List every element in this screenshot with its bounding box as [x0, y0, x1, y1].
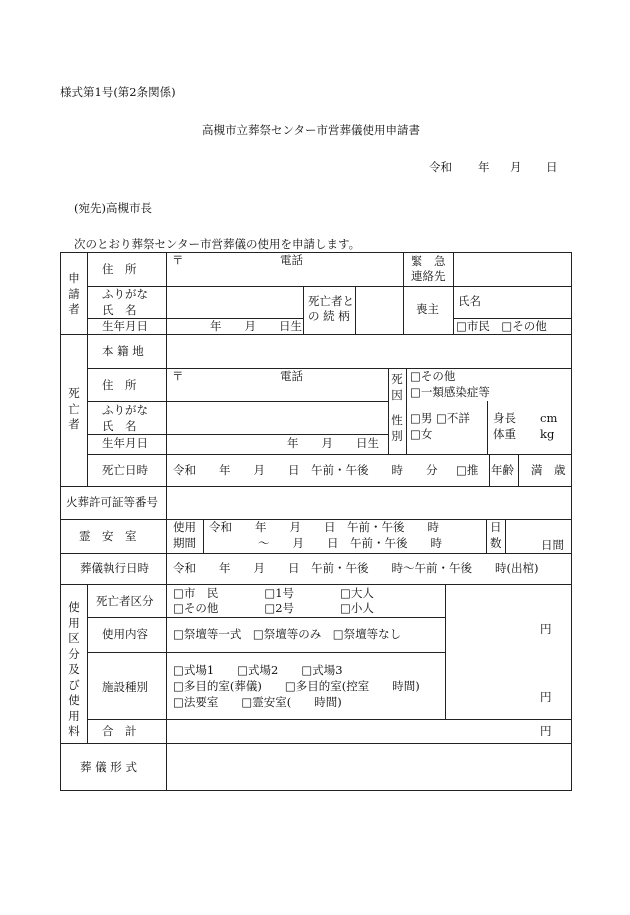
facility-type-label: 施設種別 [102, 680, 148, 694]
total-yen: 円 [540, 724, 552, 738]
applicant-postal-mark: 〒 [172, 253, 184, 267]
age-label: 年齢 [491, 463, 514, 477]
fee-amount-field[interactable] [447, 586, 570, 717]
deceased-category-label: 死亡者区分 [96, 594, 154, 608]
relation-field[interactable] [357, 288, 401, 332]
domicile-label: 本 籍 地 [102, 344, 144, 358]
total-label: 合 計 [102, 724, 137, 738]
presumed-checkbox[interactable]: □推 [456, 463, 479, 477]
emergency-contact-field[interactable] [455, 254, 570, 284]
emergency-contact-label-2: 連絡先 [411, 269, 446, 283]
fees-section-label: 使 用 区 分 及 び 使 用 料 [68, 600, 80, 739]
applicant-phone-label: 電話 [280, 253, 303, 267]
usage-content-label: 使用内容 [102, 627, 148, 641]
deceased-phone-label: 電話 [280, 369, 303, 383]
days-label-1: 日 [490, 520, 502, 534]
sex-checkboxes-2[interactable]: □女 [410, 427, 433, 441]
funeral-time-value: 令和 年 月 日 午前・午後 時～午前・午後 時(出棺) [173, 561, 539, 575]
total-amount-field[interactable] [168, 721, 528, 741]
facility-checkboxes-3[interactable]: □法要室 □霊安室( 時間) [173, 695, 342, 709]
facility-checkboxes-2[interactable]: □多目的室(葬儀) □多目的室(控室 時間) [173, 679, 420, 693]
fee-yen-2: 円 [540, 690, 552, 704]
period-label-1: 使用 [173, 520, 196, 534]
date-era: 令和 [429, 160, 452, 174]
death-datetime-value: 令和 年 月 日 午前・午後 時 分 [173, 463, 438, 477]
cremation-permit-field[interactable] [168, 488, 570, 517]
fee-yen-1: 円 [540, 622, 552, 636]
applicant-birth-date: 年 月 日生 [210, 319, 302, 333]
period-from: 令和 年 月 日 午前・午後 時 [209, 520, 439, 534]
applicant-name-field[interactable] [168, 288, 301, 316]
domicile-field[interactable] [168, 336, 570, 366]
deceased-birth-date: 年 月 日生 [287, 436, 379, 450]
weight-label: 体重 [493, 427, 516, 441]
chief-mourner-name-label: 氏名 [458, 294, 481, 308]
period-label-2: 期間 [173, 536, 196, 550]
citizen-checkboxes[interactable]: □市民 □その他 [456, 319, 547, 333]
form-number: 様式第1号(第2条関係) [60, 85, 176, 99]
funeral-form-field[interactable] [168, 745, 570, 789]
applicant-birth-label: 生年月日 [102, 319, 148, 333]
relation-label-1: 死亡者と [308, 294, 354, 308]
applicant-address-label: 住 所 [102, 262, 137, 276]
death-datetime-label: 死亡日時 [102, 463, 148, 477]
deceased-name-field[interactable] [168, 403, 386, 432]
emergency-contact-label-1: 緊 急 [411, 254, 446, 268]
age-unit: 満 歳 [531, 463, 566, 477]
date-year: 年 [478, 160, 490, 174]
applicant-name-label: 氏 名 [102, 303, 137, 317]
period-to: ～ 月 日 午前・午後 時 [258, 536, 442, 550]
cause-infectious-checkbox[interactable]: □一類感染症等 [410, 385, 490, 399]
height-label: 身長 [493, 411, 516, 425]
date-day: 日 [546, 160, 558, 174]
sex-label: 性 別 [391, 413, 403, 443]
page-title: 高槻市立葬祭センター市営葬儀使用申請書 [202, 123, 421, 137]
days-unit: 日間 [541, 538, 564, 552]
applicant-furigana-label: ふりがな [102, 287, 148, 301]
deceased-address-label: 住 所 [102, 378, 137, 392]
sex-checkboxes-1[interactable]: □男 □不詳 [410, 411, 470, 425]
applicant-section-label: 申 請 者 [68, 271, 80, 317]
date-month: 月 [510, 160, 522, 174]
cause-other-checkbox[interactable]: □その他 [410, 369, 456, 383]
cause-of-death-label: 死 因 [391, 372, 403, 402]
addressee: (宛先)高槻市長 [74, 201, 152, 215]
chief-mourner-label: 喪主 [416, 302, 439, 316]
deceased-birth-label: 生年月日 [102, 436, 148, 450]
funeral-time-label: 葬儀執行日時 [80, 561, 149, 575]
deceased-name-label: 氏 名 [102, 419, 137, 433]
relation-label-2: の 続 柄 [308, 309, 350, 323]
height-unit: cm [540, 411, 558, 425]
deceased-furigana-label: ふりがな [102, 403, 148, 417]
mortuary-label: 霊 安 室 [79, 529, 137, 543]
days-label-2: 数 [490, 536, 502, 550]
funeral-form-label: 葬 儀 形 式 [80, 760, 137, 774]
category-checkboxes-2[interactable]: □その他 □2号 □小人 [173, 601, 374, 615]
applicant-address-field[interactable] [190, 268, 400, 284]
weight-unit: kg [540, 427, 555, 441]
usage-content-checkboxes[interactable]: □祭壇等一式 □祭壇等のみ □祭壇等なし [173, 627, 402, 641]
intro-text: 次のとおり葬祭センター市営葬儀の使用を申請します。 [74, 237, 361, 251]
cremation-permit-label: 火葬許可証等番号 [66, 495, 158, 509]
deceased-section-label: 死 亡 者 [68, 386, 80, 432]
category-checkboxes-1[interactable]: □市 民 □1号 □大人 [173, 586, 374, 600]
facility-checkboxes-1[interactable]: □式場1 □式場2 □式場3 [173, 663, 343, 677]
deceased-postal-mark: 〒 [172, 369, 184, 383]
